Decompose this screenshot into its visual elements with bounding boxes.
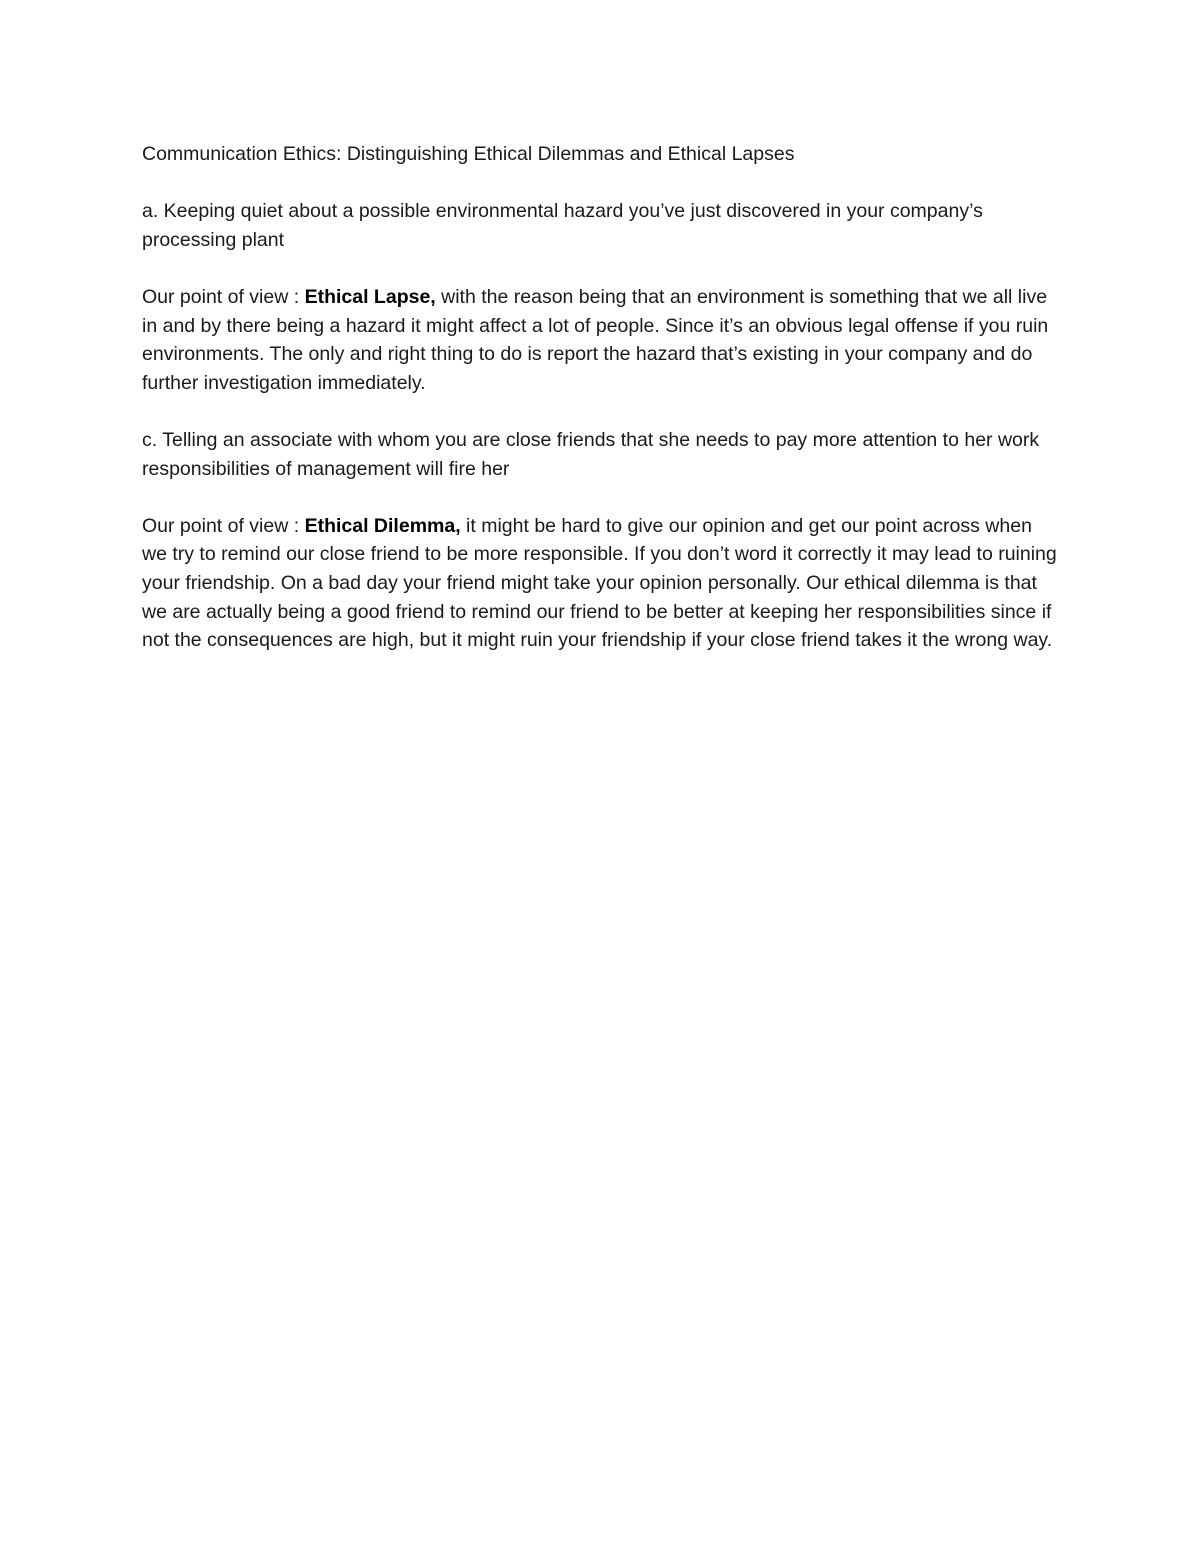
answer-c-explanation: it might be hard to give our opinion and get our point across when we try to remind our close friend to be more responsible. If you don’t word it correctly it may lead to ruining your friendship. On a bad day your friend might take your opinion personally. Our ethical dilemma is that we are actually being a good friend to remind our friend to be better at keeping her responsibilities since if not the consequences are high, but it might ruin your friendship if your close friend takes it the wrong way. xyxy=(142,514,1057,652)
document-body xyxy=(142,140,1062,683)
question-c: c. Telling an associate with whom you are close friends that she needs to pay more attention to her work responsibilities of management will fire her xyxy=(142,428,1040,480)
document-title: Communication Ethics: Distinguishing Ethical Dilemmas and Ethical Lapses xyxy=(142,143,795,165)
answer-c-verdict: Ethical Dilemma, xyxy=(304,514,461,537)
answer-c-prefix: Our point of view : xyxy=(142,514,305,537)
answer-a-prefix: Our point of view : xyxy=(142,285,305,308)
answer-a-explanation: with the reason being that an environment is something that we all live in and by there being a hazard it might affect a lot of people. Since it’s an obvious legal offense if you ruin environments. The only and right thing to do is report the hazard that’s existing in your company and do further investigation immediately. xyxy=(142,285,1049,394)
question-a: a. Keeping quiet about a possible environmental hazard you’ve just discovered in your company’s processing plant xyxy=(142,200,983,251)
answer-a xyxy=(142,283,1062,397)
answer-c xyxy=(142,512,1062,655)
answer-a-verdict: Ethical Lapse, xyxy=(304,285,436,308)
